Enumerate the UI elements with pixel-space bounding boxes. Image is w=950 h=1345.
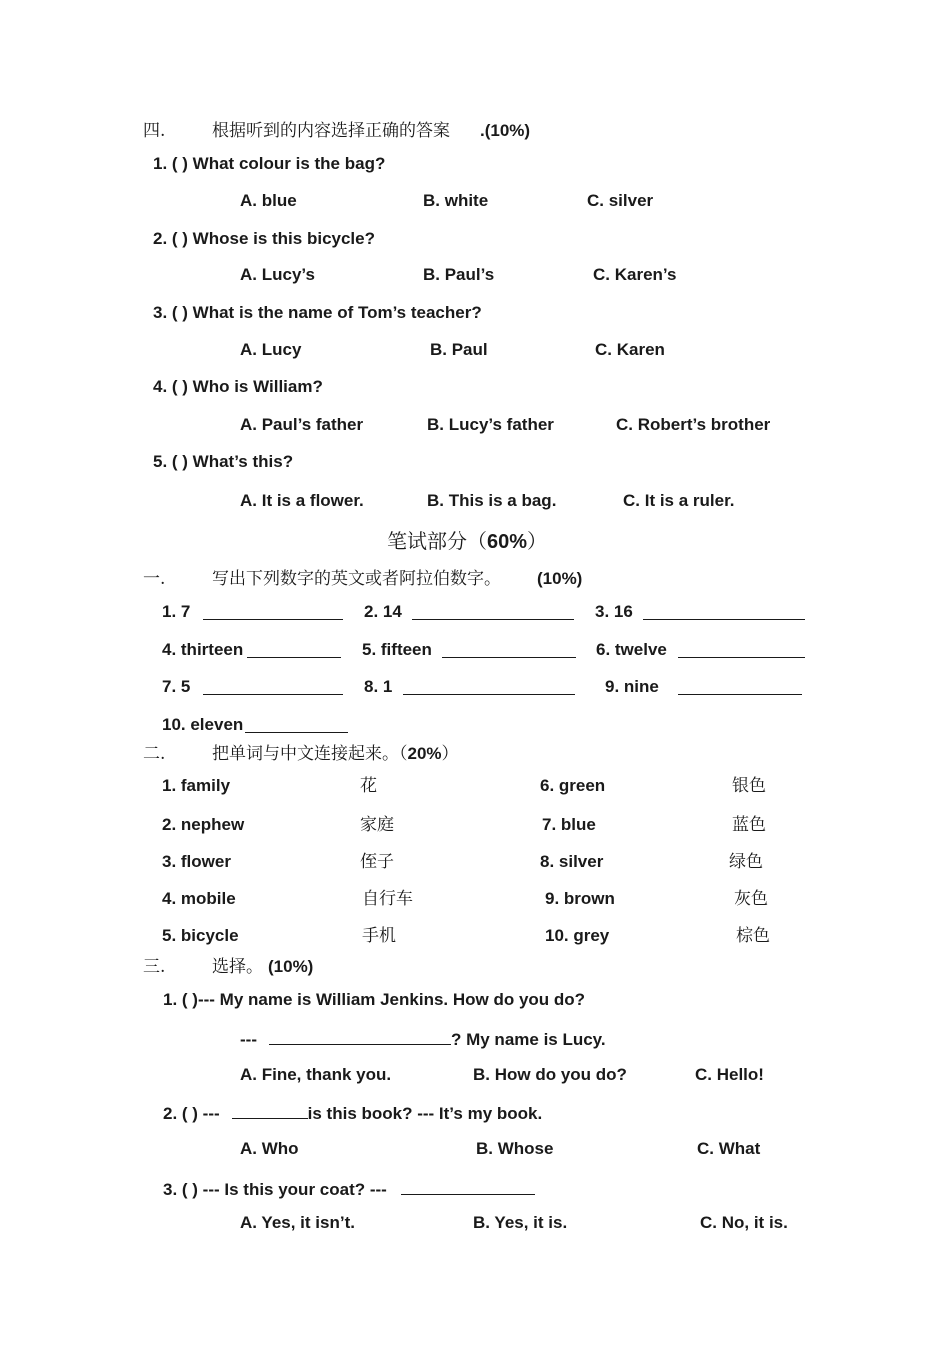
numbers-answer-blank-1[interactable] xyxy=(203,602,343,625)
listening-q5-option-c: C. It is a ruler. xyxy=(623,491,735,510)
choice-q2-suffix: is this book? --- It’s my book. xyxy=(307,1104,543,1123)
matching-right-word-5: 10. grey xyxy=(545,926,610,945)
numbers-item-5: 5. fifteen xyxy=(362,640,432,659)
matching-right-word-1: 6. green xyxy=(540,776,606,795)
numbers-item-7: 7. 5 xyxy=(162,677,191,696)
numbers-item-6: 6. twelve xyxy=(596,640,667,659)
matching-heading xyxy=(212,744,459,764)
numbers-item-9: 9. nine xyxy=(605,677,659,696)
choice-q3-option-a: A. Yes, it isn’t. xyxy=(240,1213,355,1232)
numbers-answer-blank-10[interactable] xyxy=(245,715,348,738)
listening-q1-option-a: A. blue xyxy=(240,191,297,210)
choice-q1-dash: --- xyxy=(240,1030,257,1049)
listening-q4-option-b: B. Lucy’s father xyxy=(427,415,554,434)
listening-heading: 根据听到的内容选择正确的答案 xyxy=(212,121,450,141)
listening-q5-option-b: B. This is a bag. xyxy=(427,491,557,510)
choice-q2-stem xyxy=(163,1101,542,1124)
numbers-answer-blank-2[interactable] xyxy=(412,602,574,625)
choice-q1-dialogue xyxy=(240,1027,606,1050)
matching-heading-text: 把单词与中文连接起来。（ xyxy=(212,744,408,764)
matching-right-cn-3: 绿色 xyxy=(729,852,763,872)
choice-q1-option-c: C. Hello! xyxy=(695,1065,764,1084)
matching-right-word-3: 8. silver xyxy=(540,852,604,871)
matching-right-cn-5: 棕色 xyxy=(736,926,770,946)
numbers-item-10: 10. eleven xyxy=(162,715,244,734)
numbers-item-3: 3. 16 xyxy=(595,602,633,621)
numbers-heading-number: 一. xyxy=(143,569,166,589)
choice-q2-prefix: 2. ( ) --- xyxy=(163,1104,220,1123)
written-title-text: 笔试部分（ xyxy=(387,529,487,553)
choice-q2-option-c: C. What xyxy=(697,1139,761,1158)
matching-left-word-5: 5. bicycle xyxy=(162,926,239,945)
listening-q3-option-b: B. Paul xyxy=(430,340,488,359)
listening-q2-stem: 2. ( ) Whose is this bicycle? xyxy=(153,229,375,248)
listening-q5-stem: 5. ( ) What’s this? xyxy=(153,452,294,471)
listening-q3-option-a: A. Lucy xyxy=(240,340,302,359)
choice-q2-blank[interactable] xyxy=(232,1101,308,1119)
listening-q1-option-c: C. silver xyxy=(587,191,654,210)
choice-heading: 选择。 xyxy=(212,957,263,977)
numbers-answer-blank-3[interactable] xyxy=(643,602,805,625)
listening-q1-stem: 1. ( ) What colour is the bag? xyxy=(153,154,386,173)
matching-right-word-4: 9. brown xyxy=(545,889,615,908)
listening-heading-number: 四. xyxy=(143,121,166,141)
choice-q3-stem xyxy=(163,1177,535,1200)
matching-left-cn-2: 家庭 xyxy=(360,815,394,835)
matching-left-cn-4: 自行车 xyxy=(362,889,413,909)
listening-q2-option-a: A. Lucy’s xyxy=(240,265,315,284)
listening-q2-option-c: C. Karen’s xyxy=(593,265,677,284)
matching-right-word-2: 7. blue xyxy=(542,815,596,834)
listening-q3-option-c: C. Karen xyxy=(595,340,665,359)
listening-q4-stem: 4. ( ) Who is William? xyxy=(153,377,323,396)
choice-q1-response: ? My name is Lucy. xyxy=(450,1030,606,1049)
written-part-title xyxy=(387,529,547,554)
matching-left-cn-5: 手机 xyxy=(362,926,396,946)
listening-q3-stem: 3. ( ) What is the name of Tom’s teacher? xyxy=(153,303,482,322)
matching-heading-percent: 20% xyxy=(407,744,442,763)
matching-left-word-3: 3. flower xyxy=(162,852,231,871)
choice-q1-stem: 1. ( )--- My name is William Jenkins. How do you do? xyxy=(163,990,586,1009)
matching-right-cn-2: 蓝色 xyxy=(732,815,766,835)
choice-q1-blank[interactable] xyxy=(269,1027,451,1045)
matching-heading-number: 二. xyxy=(143,744,166,764)
listening-heading-percent: .(10%) xyxy=(480,121,531,140)
choice-q1-option-a: A. Fine, thank you. xyxy=(240,1065,392,1084)
matching-left-word-4: 4. mobile xyxy=(162,889,236,908)
listening-q4-option-c: C. Robert’s brother xyxy=(616,415,771,434)
matching-right-cn-4: 灰色 xyxy=(734,889,768,909)
numbers-heading-percent: (10%) xyxy=(537,569,583,588)
matching-left-cn-3: 侄子 xyxy=(360,852,394,872)
matching-left-word-1: 1. family xyxy=(162,776,231,795)
choice-q2-option-a: A. Who xyxy=(240,1139,299,1158)
choice-q1-option-b: B. How do you do? xyxy=(473,1065,627,1084)
choice-q3-option-b: B. Yes, it is. xyxy=(473,1213,568,1232)
matching-heading-close: ） xyxy=(441,744,459,764)
listening-q4-option-a: A. Paul’s father xyxy=(240,415,364,434)
numbers-item-8: 8. 1 xyxy=(364,677,393,696)
numbers-answer-blank-9[interactable] xyxy=(678,677,802,700)
choice-q3-option-c: C. No, it is. xyxy=(700,1213,788,1232)
choice-heading-percent: (10%) xyxy=(268,957,314,976)
choice-heading-number: 三. xyxy=(143,957,166,977)
numbers-item-4: 4. thirteen xyxy=(162,640,244,659)
matching-left-word-2: 2. nephew xyxy=(162,815,245,834)
choice-q3-prefix: 3. ( ) --- Is this your coat? --- xyxy=(163,1180,387,1199)
listening-q1-option-b: B. white xyxy=(423,191,489,210)
numbers-answer-blank-4[interactable] xyxy=(247,640,341,663)
written-title-close: ） xyxy=(527,529,548,553)
numbers-answer-blank-7[interactable] xyxy=(203,677,343,700)
choice-q2-option-b: B. Whose xyxy=(476,1139,554,1158)
numbers-answer-blank-8[interactable] xyxy=(403,677,575,700)
numbers-item-2: 2. 14 xyxy=(364,602,402,621)
numbers-answer-blank-5[interactable] xyxy=(442,640,576,663)
listening-q5-option-a: A. It is a flower. xyxy=(240,491,364,510)
written-title-percent: 60% xyxy=(487,531,528,553)
numbers-item-1: 1. 7 xyxy=(162,602,191,621)
numbers-answer-blank-6[interactable] xyxy=(678,640,805,663)
matching-right-cn-1: 银色 xyxy=(732,776,766,796)
matching-left-cn-1: 花 xyxy=(360,776,377,796)
choice-q3-blank[interactable] xyxy=(401,1177,535,1195)
numbers-heading: 写出下列数字的英文或者阿拉伯数字。 xyxy=(212,569,501,589)
listening-q2-option-b: B. Paul’s xyxy=(423,265,495,284)
